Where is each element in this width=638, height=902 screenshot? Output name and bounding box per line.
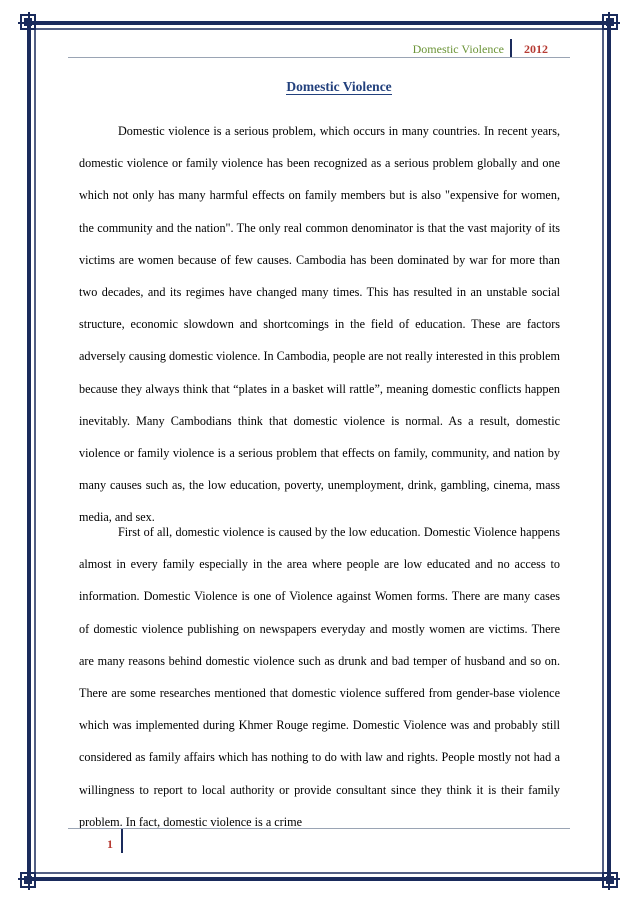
corner-ornament-top-left <box>18 12 35 29</box>
page-header <box>68 34 570 58</box>
corner-ornament-bottom-right <box>603 873 620 890</box>
header-document-title: Domestic Violence <box>412 42 504 56</box>
paragraph-introduction: Domestic violence is a serious problem, which occurs in many countries. In recent years, domestic violence or family violence has been recognized as a serious problem globally and one which not only has many harmful effects on family members but is also "expensive for women, the community and the nation". The only real common denominator is that the vast majority of its victims are women because of few causes. Cambodia has been dominated by war for more than two decades, and its regimes have changed many times. This has resulted in an unstable social structure, economic slowdown and shortcomings in the field of education. These are factors adversely causing domestic violence. In Cambodia, people are not really interested in this problem because they always think that “plates in a basket will rattle”, meaning domestic conflicts happen inevitably. Many Cambodians think that domestic violence is normal. As a result, domestic violence or family violence is a serious problem that effects on family, community, and nation by many causes such as, the low education, poverty, unemployment, drink, gambling, cinema, mass media, and sex. <box>79 124 560 525</box>
document-title-text: Domestic Violence <box>286 79 392 94</box>
document-title <box>40 79 638 95</box>
footer-separator <box>121 829 123 853</box>
page-number: 1 <box>107 837 113 851</box>
paragraph-low-education: First of all, domestic violence is caused by the low education. Domestic Violence happens almost in every family especially in the area where people are low educated and no access to information. Domestic Violence is one of Violence against Women forms. There are many cases of domestic violence publishing on newspapers everyday and mostly women are victims. There are many reasons behind domestic violence such as drunk and bad temper of husband and so on. There are some researches mentioned that domestic violence suffered from gender-base violence which was implemented during Khmer Rouge regime. Domestic Violence was and probably still considered as family affairs which has nothing to do with law and rights. People mostly not had a willingness to report to local authority or provide consultant since they think it is their family problem. In fact, domestic violence is a crime <box>79 525 560 829</box>
corner-ornament-bottom-left <box>18 873 35 890</box>
footer-rule <box>68 828 570 829</box>
header-separator <box>510 39 512 58</box>
header-year: 2012 <box>524 42 548 56</box>
corner-ornament-top-right <box>603 12 620 29</box>
header-rule <box>68 57 570 58</box>
